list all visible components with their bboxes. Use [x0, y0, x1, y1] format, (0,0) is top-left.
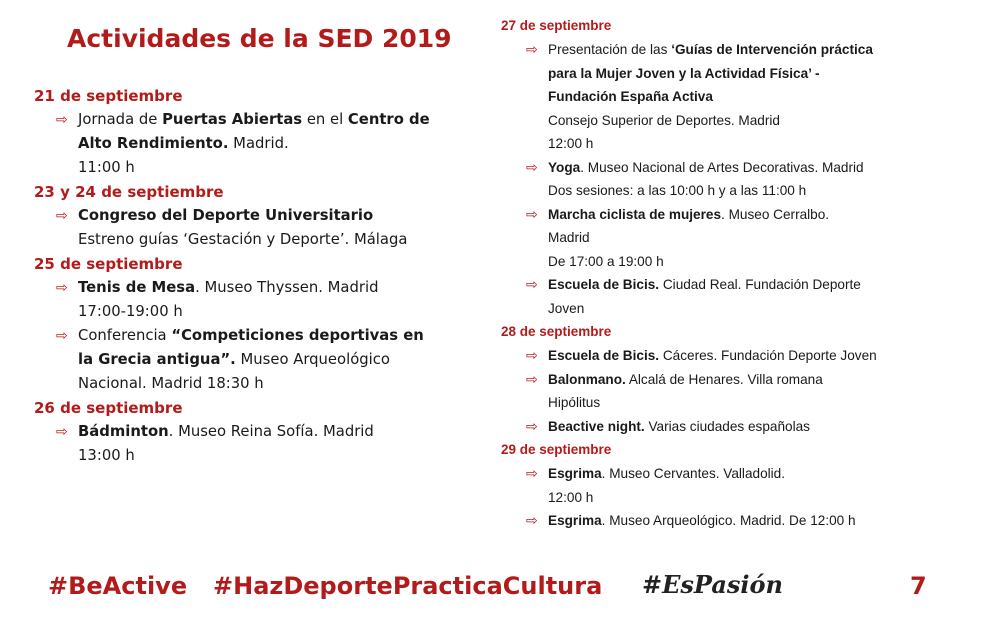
event-line: [548, 85, 981, 109]
day-heading: 26 de septiembre: [34, 399, 183, 417]
event-line: [78, 156, 464, 180]
arrow-right-icon: ⇨: [56, 112, 68, 128]
event-text: . Museo Arqueológico. Madrid. De 12:00 h: [601, 513, 856, 528]
hashtag-hazdeporte: #HazDeportePracticaCultura: [213, 572, 603, 600]
event-item: [34, 324, 464, 396]
event-item: [501, 509, 981, 533]
arrow-right-icon: ⇨: [526, 465, 538, 481]
event-line: [548, 250, 981, 274]
event-line: [548, 132, 981, 156]
event-bold-text: Esgrima: [548, 466, 602, 481]
arrow-right-icon: ⇨: [526, 347, 538, 363]
event-line: [548, 486, 981, 510]
event-bold-text: para la Mujer Joven y la Actividad Física’ -: [548, 65, 820, 81]
event-item: [34, 420, 464, 468]
event-line: [548, 156, 981, 180]
event-text: . Museo Cervantes. Valladolid.: [601, 466, 786, 481]
event-bold-text: la Grecia antigua”.: [78, 351, 236, 368]
event-text: . Museo Cerralbo.: [721, 206, 830, 222]
event-bold-text: ‘Guías de Intervención práctica: [671, 42, 873, 57]
event-bold-text: Bádminton: [78, 423, 169, 440]
event-bold-text: Marcha ciclista de mujeres: [548, 206, 722, 222]
event-text: Dos sesiones: a las 10:00 h y a las 11:00 h: [548, 183, 807, 198]
arrow-right-icon: ⇨: [56, 424, 68, 440]
event-line: [548, 297, 981, 321]
event-text: Madrid.: [228, 135, 289, 152]
event-line: [78, 276, 464, 300]
event-bold-text: Beactive night.: [548, 418, 645, 434]
hashtag-beactive: #BeActive: [48, 572, 188, 600]
event-text: . Museo Reina Sofía. Madrid: [168, 423, 374, 440]
event-line: [548, 38, 981, 62]
event-line: [78, 204, 464, 228]
event-bold-text: Centro de: [347, 111, 430, 128]
event-item: [501, 415, 981, 439]
event-item: [501, 38, 981, 156]
event-text: Joven: [548, 300, 585, 316]
arrow-right-icon: ⇨: [526, 512, 538, 528]
right-column: [501, 14, 981, 533]
event-item: [501, 368, 981, 415]
event-line: [78, 444, 464, 468]
event-bold-text: “Competiciones deportivas en: [171, 327, 424, 344]
event-text: Varias ciudades españolas: [644, 418, 810, 434]
arrow-right-icon: ⇨: [526, 417, 538, 434]
event-text: Conferencia: [78, 327, 172, 344]
event-line: [548, 109, 981, 133]
event-text: 17:00-19:00 h: [78, 303, 183, 320]
event-line: [548, 273, 981, 297]
event-bold-text: Escuela de Bicis.: [548, 277, 660, 292]
event-item: [34, 276, 464, 324]
event-line: [78, 324, 464, 348]
arrow-right-icon: ⇨: [526, 276, 538, 292]
event-text: en el: [302, 111, 348, 128]
event-item: [501, 203, 981, 274]
event-item: [34, 108, 464, 180]
event-line: [78, 300, 464, 324]
event-bold-text: Tenis de Mesa: [78, 279, 196, 296]
page-title: Actividades de la SED 2019: [67, 24, 452, 53]
event-bold-text: Escuela de Bicis.: [548, 348, 660, 363]
event-item: [501, 462, 981, 509]
event-line: [548, 226, 981, 250]
event-line: [78, 348, 464, 372]
event-text: . Museo Thyssen. Madrid: [195, 279, 379, 296]
event-text: Museo Arqueológico: [235, 351, 390, 368]
event-item: [501, 156, 981, 203]
event-line: [78, 372, 464, 396]
event-line: [548, 179, 981, 203]
event-bold-text: Alto Rendimiento.: [78, 135, 229, 152]
arrow-right-icon: ⇨: [526, 158, 538, 175]
event-text: . Museo Nacional de Artes Decorativas. Madrid: [580, 159, 864, 175]
event-bold-text: Fundación España Activa: [548, 89, 713, 104]
event-bold-text: Congreso del Deporte Universitario: [78, 207, 374, 224]
event-line: [548, 344, 981, 368]
event-item: [501, 344, 981, 368]
page-number: 7: [910, 572, 927, 600]
event-line: [548, 391, 981, 415]
day-heading: 21 de septiembre: [34, 87, 183, 105]
event-text: Jornada de: [78, 111, 163, 128]
left-column: [34, 84, 464, 468]
day-heading: 23 y 24 de septiembre: [34, 183, 224, 201]
event-text: De 17:00 a 19:00 h: [548, 253, 664, 269]
event-line: [548, 203, 981, 227]
event-text: Hipólitus: [548, 395, 601, 410]
event-line: [78, 132, 464, 156]
event-line: [78, 420, 464, 444]
arrow-right-icon: ⇨: [526, 370, 538, 387]
event-text: Ciudad Real. Fundación Deporte: [659, 277, 861, 292]
event-line: [78, 108, 464, 132]
event-text: Nacional. Madrid 18:30 h: [78, 375, 264, 392]
event-text: Alcalá de Henares. Villa romana: [625, 371, 823, 387]
arrow-right-icon: ⇨: [56, 280, 68, 296]
event-bold-text: Yoga: [548, 159, 581, 175]
event-line: [548, 462, 981, 486]
arrow-right-icon: ⇨: [56, 208, 68, 224]
event-line: [548, 368, 981, 392]
event-text: 11:00 h: [78, 159, 135, 176]
event-text: Madrid: [548, 230, 590, 245]
event-bold-text: Puertas Abiertas: [162, 111, 303, 128]
event-line: [548, 415, 981, 439]
day-heading: 28 de septiembre: [501, 324, 612, 339]
event-item: [501, 273, 981, 320]
event-text: Consejo Superior de Deportes. Madrid: [548, 112, 780, 128]
arrow-right-icon: ⇨: [56, 328, 68, 344]
event-text: Presentación de las: [548, 42, 672, 57]
arrow-right-icon: ⇨: [526, 205, 538, 222]
event-text: Estreno guías ‘Gestación y Deporte’. Málaga: [78, 231, 408, 248]
event-line: [78, 228, 464, 252]
event-text: 12:00 h: [548, 489, 594, 505]
day-heading: 25 de septiembre: [34, 255, 183, 273]
event-line: [548, 62, 981, 86]
event-bold-text: Balonmano.: [548, 371, 626, 387]
hashtag-espasion-logo: #EsPasión: [642, 570, 783, 599]
event-item: [34, 204, 464, 252]
event-line: [548, 509, 981, 533]
event-bold-text: Esgrima: [548, 513, 602, 528]
arrow-right-icon: ⇨: [526, 41, 538, 57]
day-heading: 27 de septiembre: [501, 18, 612, 33]
event-text: 13:00 h: [78, 447, 135, 464]
event-text: Cáceres. Fundación Deporte Joven: [659, 348, 877, 363]
day-heading: 29 de septiembre: [501, 442, 612, 457]
event-text: 12:00 h: [548, 136, 594, 151]
